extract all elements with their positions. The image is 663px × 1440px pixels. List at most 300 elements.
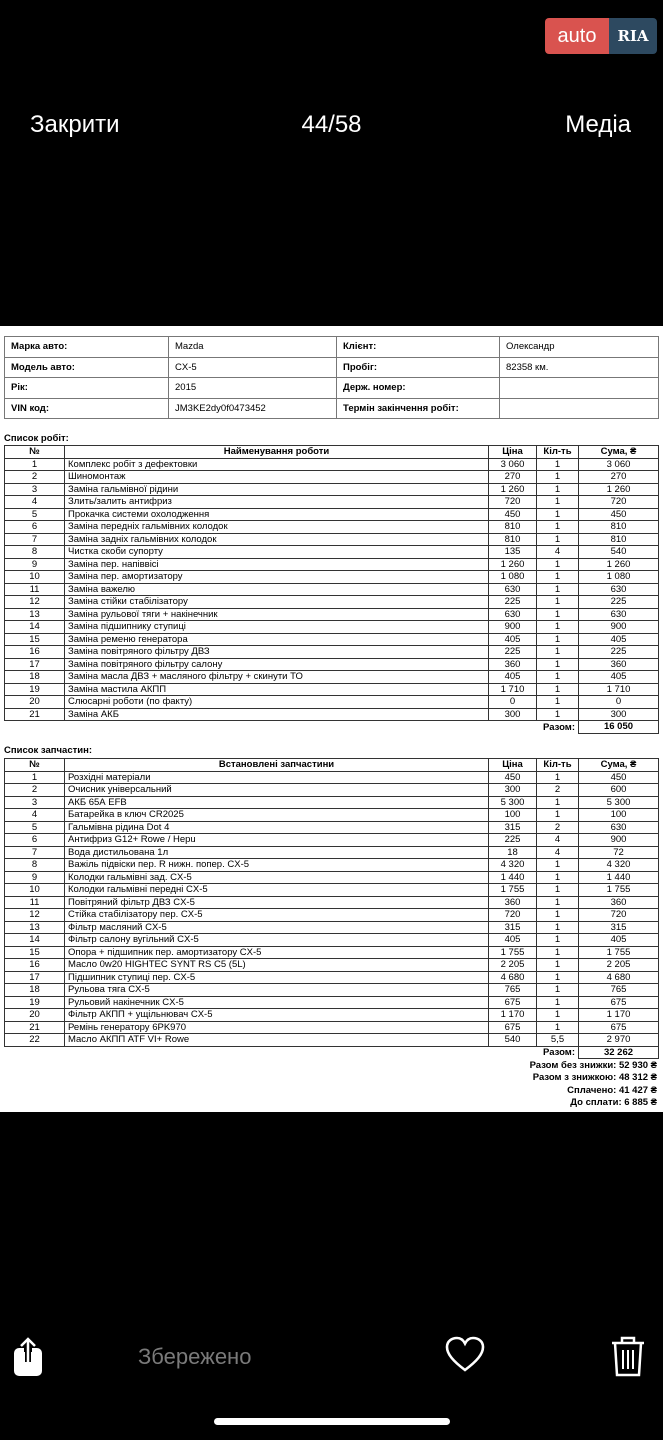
- make-value: Mazda: [169, 337, 337, 358]
- parts-cell: 405: [489, 934, 537, 947]
- parts-cell: Рульова тяга CX-5: [65, 984, 489, 997]
- parts-row: [5, 996, 659, 1009]
- works-cell: 900: [489, 621, 537, 634]
- works-cell: 630: [489, 583, 537, 596]
- parts-row: [5, 834, 659, 847]
- parts-cell: 1 755: [489, 946, 537, 959]
- parts-row: [5, 1021, 659, 1034]
- works-table: [4, 445, 659, 734]
- works-cell: 10: [5, 571, 65, 584]
- works-cell: 225: [579, 596, 659, 609]
- parts-cell: 18: [489, 846, 537, 859]
- parts-cell: Колодки гальмівні передні CX-5: [65, 884, 489, 897]
- works-cell: Заміна АКБ: [65, 708, 489, 721]
- parts-cell: 1: [537, 959, 579, 972]
- parts-row: [5, 871, 659, 884]
- parts-cell: 5: [5, 821, 65, 834]
- parts-row: [5, 884, 659, 897]
- works-cell: 0: [579, 696, 659, 709]
- autoria-logo: [545, 18, 657, 54]
- parts-row: [5, 971, 659, 984]
- close-button[interactable]: Закрити: [30, 111, 120, 138]
- works-cell: 405: [579, 633, 659, 646]
- total-due: До сплати: 6 885 ₴: [570, 1097, 657, 1109]
- parts-row: [5, 1034, 659, 1047]
- parts-row: [5, 821, 659, 834]
- parts-cell: 2: [537, 821, 579, 834]
- works-cell: 15: [5, 633, 65, 646]
- works-sum-value: 16 050: [579, 721, 659, 734]
- deadline-value: [500, 398, 659, 419]
- parts-cell: Батарейка в ключ CR2025: [65, 809, 489, 822]
- parts-cell: Повітряний фільтр ДВЗ CX-5: [65, 896, 489, 909]
- works-cell: Злить/залить антифриз: [65, 496, 489, 509]
- works-row: [5, 558, 659, 571]
- deadline-label: Термін закінчення робіт:: [337, 398, 500, 419]
- works-cell: 1 260: [489, 483, 537, 496]
- parts-cell: 22: [5, 1034, 65, 1047]
- parts-cell: Масло АКПП ATF VI+ Rowe: [65, 1034, 489, 1047]
- parts-cell: 15: [5, 946, 65, 959]
- works-row: [5, 471, 659, 484]
- parts-row: [5, 959, 659, 972]
- parts-cell: 630: [579, 821, 659, 834]
- works-row: [5, 633, 659, 646]
- works-header-cell: Найменування роботи: [65, 446, 489, 459]
- info-row: [5, 378, 659, 399]
- works-cell: 1: [537, 596, 579, 609]
- parts-cell: 405: [579, 934, 659, 947]
- model-value: CX-5: [169, 357, 337, 378]
- works-cell: 1: [537, 608, 579, 621]
- parts-cell: 7: [5, 846, 65, 859]
- works-cell: 1: [537, 483, 579, 496]
- works-cell: 3 060: [489, 458, 537, 471]
- mileage-value: 82358 км.: [500, 357, 659, 378]
- parts-cell: 1: [537, 1009, 579, 1022]
- parts-cell: 4 320: [489, 859, 537, 872]
- works-cell: 1 710: [579, 683, 659, 696]
- works-cell: 18: [5, 671, 65, 684]
- parts-cell: 1: [537, 771, 579, 784]
- works-row: [5, 508, 659, 521]
- works-cell: 900: [579, 621, 659, 634]
- works-cell: 1: [537, 671, 579, 684]
- parts-cell: 765: [579, 984, 659, 997]
- works-cell: 405: [489, 671, 537, 684]
- mileage-label: Пробіг:: [337, 357, 500, 378]
- works-row: [5, 683, 659, 696]
- works-cell: 225: [489, 646, 537, 659]
- parts-cell: 1: [537, 934, 579, 947]
- works-cell: 270: [489, 471, 537, 484]
- parts-cell: 10: [5, 884, 65, 897]
- year-label: Рік:: [5, 378, 169, 399]
- parts-cell: Очисник універсальний: [65, 784, 489, 797]
- parts-cell: 8: [5, 859, 65, 872]
- parts-cell: 100: [489, 809, 537, 822]
- parts-cell: 4 320: [579, 859, 659, 872]
- parts-cell: 1 440: [579, 871, 659, 884]
- parts-cell: 765: [489, 984, 537, 997]
- invoice-document[interactable]: [0, 326, 663, 1112]
- works-cell: 1 710: [489, 683, 537, 696]
- parts-cell: 1: [537, 884, 579, 897]
- parts-cell: 225: [489, 834, 537, 847]
- works-cell: 1: [537, 583, 579, 596]
- works-cell: 1: [537, 683, 579, 696]
- parts-row: [5, 921, 659, 934]
- parts-cell: Антифриз G12+ Rowe / Hepu: [65, 834, 489, 847]
- parts-row: [5, 796, 659, 809]
- parts-cell: 300: [489, 784, 537, 797]
- works-cell: 9: [5, 558, 65, 571]
- parts-sum-value: 32 262: [579, 1046, 659, 1059]
- parts-cell: 1 755: [489, 884, 537, 897]
- parts-row: [5, 859, 659, 872]
- parts-cell: 1: [537, 859, 579, 872]
- parts-cell: 6: [5, 834, 65, 847]
- empty-cell: [5, 721, 489, 734]
- parts-cell: 1 755: [579, 884, 659, 897]
- parts-cell: Ремінь генератору 6PK970: [65, 1021, 489, 1034]
- parts-cell: 9: [5, 871, 65, 884]
- plate-label: Держ. номер:: [337, 378, 500, 399]
- parts-header-row: [5, 759, 659, 772]
- parts-cell: 450: [579, 771, 659, 784]
- info-row: [5, 337, 659, 358]
- total-paid: Сплачено: 41 427 ₴: [567, 1084, 657, 1096]
- works-cell: 270: [579, 471, 659, 484]
- info-row: [5, 398, 659, 419]
- works-cell: 1: [537, 633, 579, 646]
- works-cell: 1: [537, 558, 579, 571]
- parts-sum-row: [5, 1046, 659, 1059]
- parts-cell: 1 440: [489, 871, 537, 884]
- works-cell: 19: [5, 683, 65, 696]
- vin-label: VIN код:: [5, 398, 169, 419]
- works-cell: 1: [537, 471, 579, 484]
- works-row: [5, 521, 659, 534]
- parts-cell: 17: [5, 971, 65, 984]
- parts-header-cell: №: [5, 759, 65, 772]
- works-cell: Заміна рульової тяги + накінечник: [65, 608, 489, 621]
- works-cell: 1: [537, 521, 579, 534]
- works-cell: 360: [489, 658, 537, 671]
- works-cell: Заміна пер. амортизатору: [65, 571, 489, 584]
- parts-cell: Колодки гальмівні зад. CX-5: [65, 871, 489, 884]
- parts-header-cell: Ціна: [489, 759, 537, 772]
- total-no-discount: Разом без знижки: 52 930 ₴: [529, 1060, 657, 1071]
- works-cell: 1: [537, 696, 579, 709]
- parts-cell: 2 205: [489, 959, 537, 972]
- parts-cell: 5,5: [537, 1034, 579, 1047]
- parts-cell: 1: [537, 809, 579, 822]
- parts-cell: 315: [489, 821, 537, 834]
- photo-counter: 44/58: [301, 111, 362, 138]
- car-info-table: [4, 336, 659, 419]
- works-cell: Заміна масла ДВЗ + масляного фільтру + скинути ТО: [65, 671, 489, 684]
- works-sum-label: Разом:: [543, 721, 575, 733]
- works-cell: 630: [579, 608, 659, 621]
- works-cell: 450: [489, 508, 537, 521]
- parts-cell: 2 205: [579, 959, 659, 972]
- make-label: Марка авто:: [5, 337, 169, 358]
- share-icon[interactable]: [12, 1336, 44, 1378]
- works-cell: 1: [537, 533, 579, 546]
- parts-row: [5, 846, 659, 859]
- works-row: [5, 546, 659, 559]
- totals-block: [530, 1060, 657, 1110]
- works-cell: 12: [5, 596, 65, 609]
- parts-cell: 20: [5, 1009, 65, 1022]
- parts-row: [5, 809, 659, 822]
- works-row: [5, 571, 659, 584]
- works-row: [5, 658, 659, 671]
- works-cell: Прокачка системи охолодження: [65, 508, 489, 521]
- parts-cell: 4: [537, 834, 579, 847]
- works-cell: Заміна передніх гальмівних колодок: [65, 521, 489, 534]
- works-sum-row: [5, 721, 659, 734]
- works-cell: 8: [5, 546, 65, 559]
- works-row: [5, 646, 659, 659]
- parts-cell: 14: [5, 934, 65, 947]
- works-cell: 720: [579, 496, 659, 509]
- parts-cell: 315: [579, 921, 659, 934]
- works-cell: 20: [5, 696, 65, 709]
- works-cell: 1: [537, 646, 579, 659]
- parts-cell: Гальмівна рідина Dot 4: [65, 821, 489, 834]
- parts-cell: 1: [537, 996, 579, 1009]
- works-row: [5, 483, 659, 496]
- parts-cell: 540: [489, 1034, 537, 1047]
- works-cell: 810: [489, 533, 537, 546]
- works-row: [5, 596, 659, 609]
- works-cell: 1: [537, 708, 579, 721]
- parts-cell: Фільтр АКПП + ущільнювач CX-5: [65, 1009, 489, 1022]
- parts-cell: 1 755: [579, 946, 659, 959]
- works-cell: 540: [579, 546, 659, 559]
- works-cell: Заміна гальмівної рідини: [65, 483, 489, 496]
- parts-cell: 675: [579, 996, 659, 1009]
- works-cell: Заміна пер. напіввісі: [65, 558, 489, 571]
- works-header-cell: Кіл-ть: [537, 446, 579, 459]
- works-cell: 1: [537, 458, 579, 471]
- parts-cell: 3: [5, 796, 65, 809]
- parts-cell: 1: [537, 921, 579, 934]
- parts-cell: 1: [537, 896, 579, 909]
- works-cell: 720: [489, 496, 537, 509]
- parts-cell: 4: [5, 809, 65, 822]
- parts-cell: 72: [579, 846, 659, 859]
- client-value: Олександр: [500, 337, 659, 358]
- plate-value: [500, 378, 659, 399]
- parts-cell: Опора + підшипник пер. амортизатору CX-5: [65, 946, 489, 959]
- parts-cell: 315: [489, 921, 537, 934]
- parts-cell: 1: [537, 946, 579, 959]
- parts-cell: 12: [5, 909, 65, 922]
- heart-icon[interactable]: [445, 1336, 485, 1374]
- parts-cell: 1: [5, 771, 65, 784]
- parts-cell: 360: [579, 896, 659, 909]
- works-cell: 3 060: [579, 458, 659, 471]
- parts-cell: Фільтр салону вугільний CX-5: [65, 934, 489, 947]
- parts-row: [5, 909, 659, 922]
- works-cell: Заміна важелю: [65, 583, 489, 596]
- works-cell: Заміна задніх гальмівних колодок: [65, 533, 489, 546]
- works-cell: 1: [537, 621, 579, 634]
- parts-cell: 2 970: [579, 1034, 659, 1047]
- works-cell: Чистка скоби супорту: [65, 546, 489, 559]
- parts-cell: 1: [537, 909, 579, 922]
- works-row: [5, 458, 659, 471]
- works-cell: 405: [579, 671, 659, 684]
- works-cell: 300: [579, 708, 659, 721]
- parts-cell: 1: [537, 796, 579, 809]
- works-cell: 810: [579, 533, 659, 546]
- year-value: 2015: [169, 378, 337, 399]
- works-cell: 810: [579, 521, 659, 534]
- works-row: [5, 708, 659, 721]
- parts-cell: 5 300: [579, 796, 659, 809]
- works-cell: Заміна стійки стабілізатору: [65, 596, 489, 609]
- parts-cell: 4: [537, 846, 579, 859]
- parts-cell: 900: [579, 834, 659, 847]
- parts-row: [5, 1009, 659, 1022]
- works-row: [5, 496, 659, 509]
- works-cell: 1 080: [579, 571, 659, 584]
- works-cell: 1: [537, 508, 579, 521]
- works-row: [5, 696, 659, 709]
- parts-header-cell: Сума, ₴: [579, 759, 659, 772]
- parts-cell: Рульовий накінечник CX-5: [65, 996, 489, 1009]
- works-row: [5, 608, 659, 621]
- parts-cell: 4 680: [489, 971, 537, 984]
- parts-cell: 2: [5, 784, 65, 797]
- works-header-row: [5, 446, 659, 459]
- works-cell: 1: [537, 658, 579, 671]
- parts-header-cell: Кіл-ть: [537, 759, 579, 772]
- parts-cell: 675: [579, 1021, 659, 1034]
- parts-cell: Підшипник ступиці пер. CX-5: [65, 971, 489, 984]
- parts-cell: 18: [5, 984, 65, 997]
- parts-cell: 1 170: [579, 1009, 659, 1022]
- works-cell: 135: [489, 546, 537, 559]
- parts-cell: Фільтр масляний CX-5: [65, 921, 489, 934]
- parts-cell: Вода дистильована 1л: [65, 846, 489, 859]
- parts-row: [5, 934, 659, 947]
- parts-row: [5, 771, 659, 784]
- works-cell: 3: [5, 483, 65, 496]
- parts-cell: 21: [5, 1021, 65, 1034]
- works-header-cell: №: [5, 446, 65, 459]
- parts-cell: 675: [489, 1021, 537, 1034]
- works-cell: 1 080: [489, 571, 537, 584]
- works-cell: 1: [537, 496, 579, 509]
- works-cell: Слюсарні роботи (по факту): [65, 696, 489, 709]
- parts-cell: 600: [579, 784, 659, 797]
- parts-cell: 675: [489, 996, 537, 1009]
- works-cell: 4: [5, 496, 65, 509]
- works-cell: 630: [489, 608, 537, 621]
- client-label: Клієнт:: [337, 337, 500, 358]
- works-cell: 13: [5, 608, 65, 621]
- media-button[interactable]: Медіа: [565, 111, 631, 138]
- parts-header-cell: Встановлені запчастини: [65, 759, 489, 772]
- works-cell: 630: [579, 583, 659, 596]
- works-cell: Заміна підшипнику ступиці: [65, 621, 489, 634]
- parts-cell: 2: [537, 784, 579, 797]
- logo-auto-text: auto: [545, 18, 609, 54]
- parts-cell: Розхідні матеріали: [65, 771, 489, 784]
- parts-cell: 100: [579, 809, 659, 822]
- parts-cell: 1: [537, 1021, 579, 1034]
- works-cell: 1 260: [579, 558, 659, 571]
- works-row: [5, 621, 659, 634]
- works-cell: 5: [5, 508, 65, 521]
- parts-cell: 1 170: [489, 1009, 537, 1022]
- works-cell: 7: [5, 533, 65, 546]
- parts-cell: 720: [489, 909, 537, 922]
- parts-row: [5, 984, 659, 997]
- works-cell: 0: [489, 696, 537, 709]
- works-cell: 4: [537, 546, 579, 559]
- parts-cell: 360: [489, 896, 537, 909]
- works-cell: Комплекс робіт з дефектовки: [65, 458, 489, 471]
- parts-table: [4, 758, 659, 1059]
- parts-cell: 450: [489, 771, 537, 784]
- works-cell: Заміна мастила АКПП: [65, 683, 489, 696]
- total-with-discount: Разом з знижкою: 48 312 ₴: [532, 1072, 657, 1084]
- works-cell: 1: [5, 458, 65, 471]
- works-cell: Заміна повітряного фільтру ДВЗ: [65, 646, 489, 659]
- works-cell: Заміна ременю генератора: [65, 633, 489, 646]
- works-header-cell: Ціна: [489, 446, 537, 459]
- parts-row: [5, 896, 659, 909]
- parts-cell: 1: [537, 871, 579, 884]
- parts-cell: 720: [579, 909, 659, 922]
- works-cell: 1 260: [489, 558, 537, 571]
- home-indicator[interactable]: [214, 1418, 450, 1425]
- works-cell: 17: [5, 658, 65, 671]
- parts-cell: 1: [537, 984, 579, 997]
- parts-cell: 19: [5, 996, 65, 1009]
- parts-title: Список запчастин:: [4, 745, 93, 756]
- parts-cell: 13: [5, 921, 65, 934]
- trash-icon[interactable]: [610, 1335, 646, 1377]
- works-cell: 11: [5, 583, 65, 596]
- works-cell: 1 260: [579, 483, 659, 496]
- parts-cell: Важіль підвіски пер. R нижн. попер. CX-5: [65, 859, 489, 872]
- parts-cell: 5 300: [489, 796, 537, 809]
- works-cell: 810: [489, 521, 537, 534]
- works-cell: Заміна повітряного фільтру салону: [65, 658, 489, 671]
- parts-cell: 4 680: [579, 971, 659, 984]
- works-cell: Шиномонтаж: [65, 471, 489, 484]
- parts-cell: 11: [5, 896, 65, 909]
- parts-sum-label: Разом:: [543, 1047, 575, 1058]
- works-title: Список робіт:: [4, 433, 69, 444]
- model-label: Модель авто:: [5, 357, 169, 378]
- parts-cell: Стійка стабілізатору пер. CX-5: [65, 909, 489, 922]
- parts-row: [5, 784, 659, 797]
- info-row: [5, 357, 659, 378]
- saved-label: Збережено: [138, 1344, 252, 1369]
- works-cell: 2: [5, 471, 65, 484]
- works-cell: 21: [5, 708, 65, 721]
- works-header-cell: Сума, ₴: [579, 446, 659, 459]
- parts-row: [5, 946, 659, 959]
